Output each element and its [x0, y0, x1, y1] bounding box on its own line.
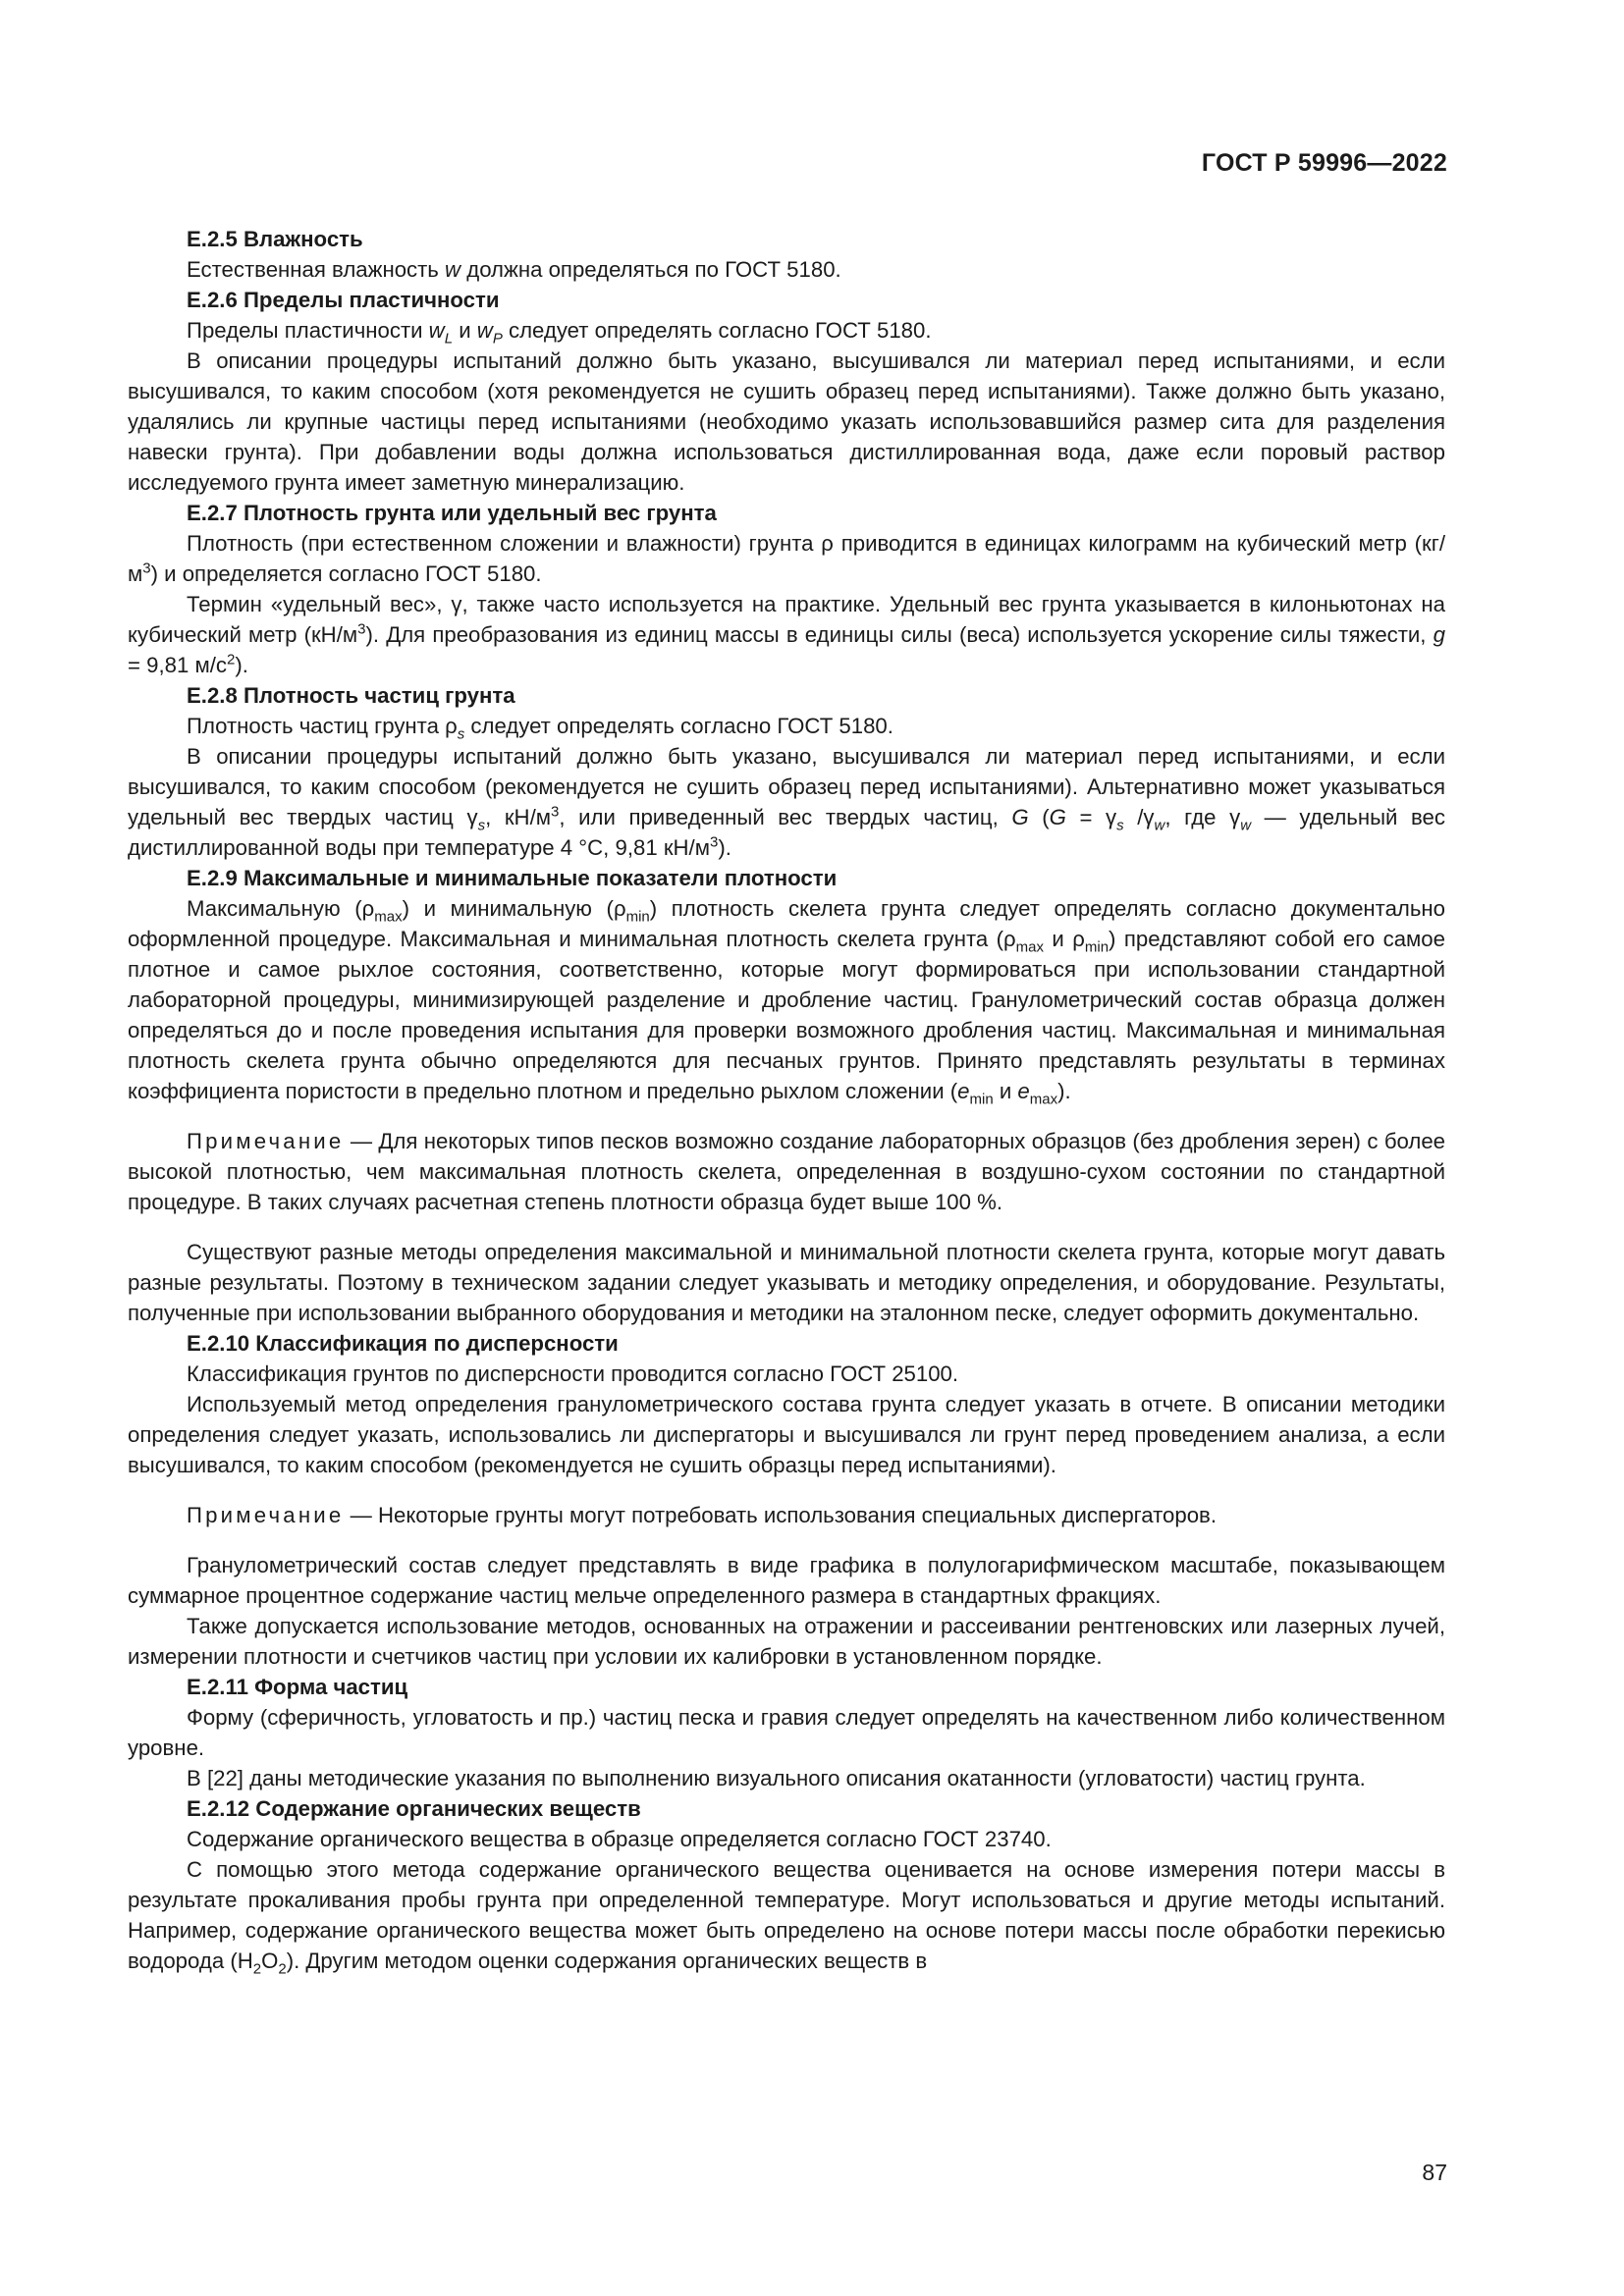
section-heading-e29: Е.2.9 Максимальные и минимальные показатели плотности — [187, 866, 838, 890]
section-heading-e28: Е.2.8 Плотность частиц грунта — [187, 683, 515, 708]
note-label: Примечание — [187, 1129, 345, 1153]
page-number: 87 — [1422, 2160, 1447, 2185]
paragraph: Содержание органического вещества в образце определяется согласно ГОСТ 23740. — [187, 1827, 1052, 1851]
paragraph: Форму (сферичность, угловатость и пр.) частиц песка и гравия следует определять на качественном либо количественном уровне. — [128, 1705, 1445, 1760]
section-heading-e211: Е.2.11 Форма частиц — [187, 1675, 408, 1699]
paragraph: В [22] даны методические указания по выполнению визуального описания окатанности (угловатости) частиц грунта. — [187, 1766, 1366, 1790]
section-heading-e212: Е.2.12 Содержание органических веществ — [187, 1796, 641, 1821]
paragraph: Плотность частиц грунта $\rho_s$ следует определять согласно ГОСТ 5180. — [187, 714, 893, 743]
paragraph: Также допускается использование методов, основанных на отражении и рассеивании рентгеновских или лазерных лучей, измерении плотности и счетчиков частиц при условии их калибровки в установленном порядке. — [128, 1614, 1445, 1669]
paragraph: Используемый метод определения гранулометрического состава грунта следует указать в отчете. В описании методики определения следует указать, использовались ли диспергаторы и высушивался ли грунт перед проведением анализа, а если высушивался, то каким способом (рекомендуется не сушить образцы перед испытаниями). — [128, 1392, 1445, 1477]
document-body — [128, 224, 1445, 1976]
section-heading-e27: Е.2.7 Плотность грунта или удельный вес грунта — [187, 501, 717, 525]
paragraph: Естественная влажность w должна определяться по ГОСТ 5180. — [187, 257, 841, 282]
section-heading-e25: Е.2.5 Влажность — [187, 227, 363, 251]
note-paragraph: Примечание — Некоторые грунты могут потребовать использования специальных диспергаторов. — [187, 1503, 1218, 1527]
paragraph: Классификация грунтов по дисперсности проводится согласно ГОСТ 25100. — [187, 1362, 959, 1386]
paragraph: С помощью этого метода содержание органического вещества оценивается на основе измерения потери массы в результате прокаливания пробы грунта при определенной температуре. Могут использоваться и другие методы испытаний. Например, содержание органического вещества может быть определено на основе потери массы после обработки перекисью водорода $(Н_2О_2)$. Другим методом оценки содержания органических веществ в — [128, 1857, 1445, 1978]
note-paragraph: Примечание — Для некоторых типов песков возможно создание лабораторных образцов (без дробления зерен) с более высокой плотностью, чем максимальная плотность скелета, определенная в воздушно-сухом состоянии по стандартной процедуре. В таких случаях расчетная степень плотности образца будет выше 100 %. — [128, 1129, 1445, 1214]
section-heading-e26: Е.2.6 Пределы пластичности — [187, 288, 500, 312]
paragraph: Термин «удельный вес», γ, также часто используется на практике. Удельный вес грунта указывается в килоньютонах на кубический метр $(кН/м^3)$. Для преобразования из единиц массы в единицы силы (веса) используется ускорение силы тяжести, g = 9,81 $м/с^2$). — [128, 592, 1446, 677]
paragraph: В описании процедуры испытаний должно быть указано, высушивался ли материал перед испытаниями, и если высушивался, то каким способом (хотя рекомендуется не сушить образец перед испытаниями). Также должно быть указано, удалялись ли крупные частицы перед испытаниями (необходимо указать использовавшийся размер сита для разделения навески грунта). При добавлении воды должна использоваться дистиллированная вода, даже если поровый раствор исследуемого грунта имеет заметную минерализацию. — [128, 348, 1445, 495]
paragraph: Плотность (при естественном сложении и влажности) грунта ρ приводится в единицах килограмм на кубический метр $(кг/м^3)$ и определяется согласно ГОСТ 5180. — [128, 531, 1445, 586]
paragraph: Существуют разные методы определения максимальной и минимальной плотности скелета грунта, которые могут давать разные результаты. Поэтому в техническом задании следует указывать и методику определения, и оборудование. Результаты, полученные при использовании выбранного оборудования и методики на эталонном песке, следует оформить документально. — [128, 1240, 1445, 1325]
paragraph: В описании процедуры испытаний должно быть указано, высушивался ли материал перед испытаниями, и если высушивался, то каким способом (рекомендуется не сушить образец перед испытаниями). Альтернативно может указываться удельный вес твердых частиц $\gamma_s$, $кН/м^3$, или приведенный вес твердых частиц, G ($G = \gamma_s$ $/\gamma_w$, где $\gamma_w$ — удельный вес дистиллированной воды при температуре 4 °С, 9,81 $кН/м^3$). — [128, 744, 1445, 860]
section-heading-e210: Е.2.10 Классификация по дисперсности — [187, 1331, 619, 1356]
paragraph: Гранулометрический состав следует представлять в виде графика в полулогарифмическом масштабе, показывающем суммарное процентное содержание частиц мельче определенного размера в стандартных фракциях. — [128, 1553, 1445, 1608]
note-label: Примечание — [187, 1503, 345, 1527]
document-header: ГОСТ Р 59996—2022 — [1201, 149, 1447, 177]
paragraph: Максимальную $(\rho_{max})$ и минимальную $(\rho_{min})$ плотность скелета грунта следует определять согласно документально оформленной процедуре. Максимальная и минимальная плотность скелета грунта ($\rho_{max}$ и $\rho_{min}$) представляют собой его самое плотное и самое рыхлое состояния, соответственно, которые могут формироваться при использовании стандартной лабораторной процедуры, минимизирующей разделение и дробление частиц. Гранулометрический состав образца должен определяться до и после проведения испытания для проверки возможного дробления частиц. Максимальная и минимальная плотность скелета грунта обычно определяются для песчаных грунтов. Принято представлять результаты в терминах коэффициента пористости в предельно плотном и предельно рыхлом сложении ($e_{min}$ и $e_{max}$). — [128, 896, 1446, 1108]
paragraph: Пределы пластичности $w_L$ и $w_P$ следует определять согласно ГОСТ 5180. — [187, 318, 932, 347]
